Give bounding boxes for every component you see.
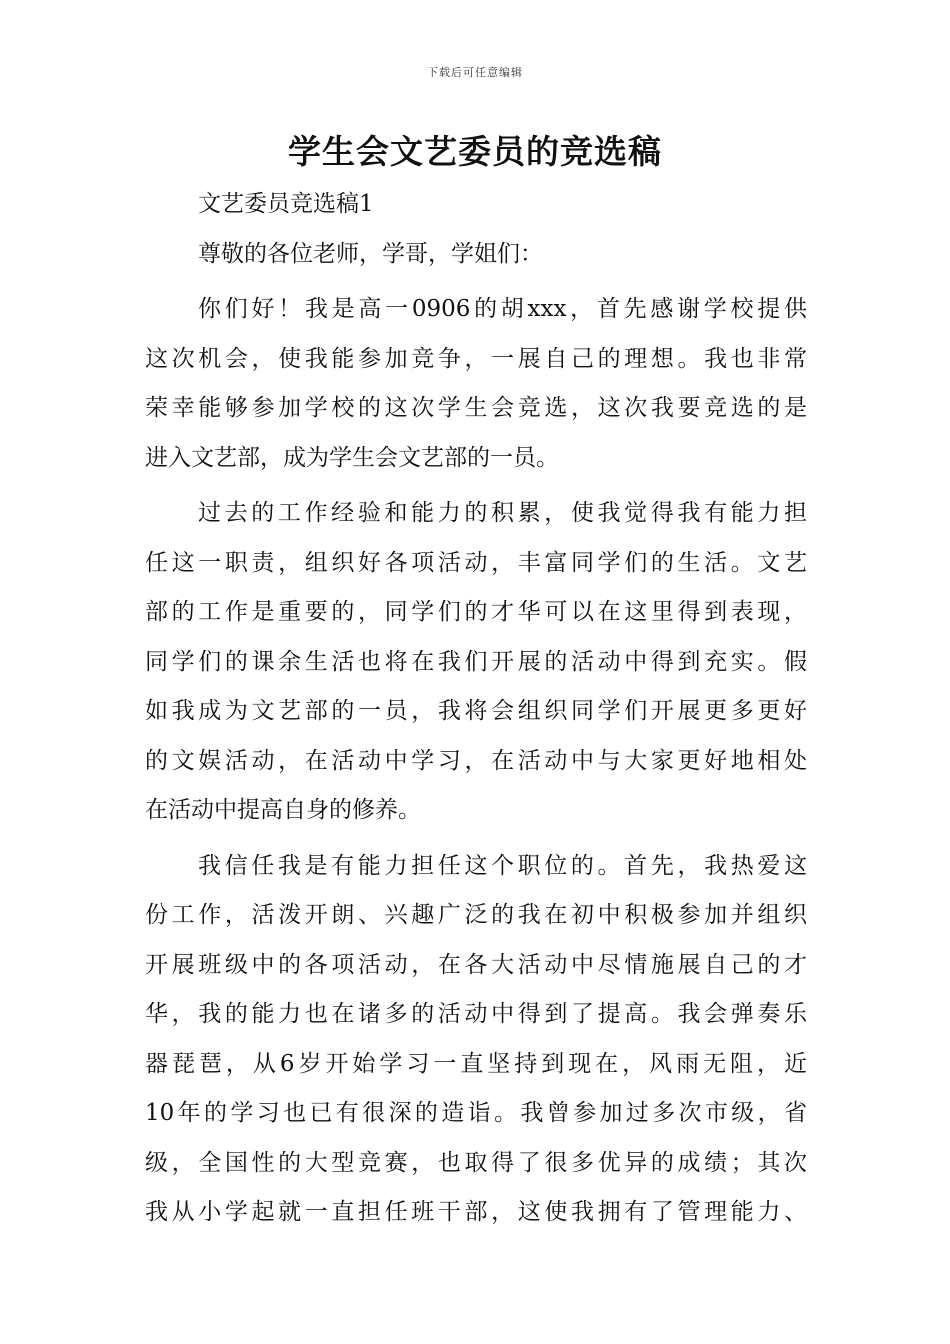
paragraph-line: 器琵琶，从6岁开始学习一直坚持到现在，风雨无阻，近: [145, 1050, 807, 1077]
header-note: 下载后可任意编辑: [427, 66, 523, 79]
paragraph-line: 级，全国性的大型竞赛，也取得了很多优异的成绩；其次: [145, 1149, 807, 1176]
paragraph-line: 我从小学起就一直担任班干部，这使我拥有了管理能力、: [145, 1199, 807, 1225]
paragraph-line: 进入文艺部，成为学生会文艺部的一员。: [145, 444, 559, 471]
paragraph-1: [145, 285, 807, 483]
paragraph-line: 的文娱活动，在活动中学习，在活动中与大家更好地相处: [145, 747, 807, 774]
salutation: 尊敬的各位老师，学哥，学姐们：: [198, 240, 543, 267]
paragraph-line: 如我成为文艺部的一员，我将会组织同学们开展更多更好: [145, 698, 807, 724]
paragraph-line: 任这一职责，组织好各项活动，丰富同学们的生活。文艺: [145, 549, 807, 576]
paragraph-line: 10年的学习也已有很深的造诣。我曾参加过多次市级，省: [145, 1100, 807, 1126]
paragraph-line: 份工作，活泼开朗、兴趣广泛的我在初中积极参加并组织: [145, 902, 807, 928]
paragraph-line: 过去的工作经验和能力的积累，使我觉得我有能力担: [198, 500, 807, 526]
paragraph-line: 开展班级中的各项活动，在各大活动中尽情施展自己的才: [145, 951, 807, 978]
section-subtitle: 文艺委员竞选稿1: [198, 191, 374, 217]
paragraph-line: 荣幸能够参加学校的这次学生会竞选，这次我要竞选的是: [145, 395, 807, 421]
paragraph-line: 同学们的课余生活也将在我们开展的活动中得到充实。假: [145, 648, 807, 675]
paragraph-line: 部的工作是重要的，同学们的才华可以在这里得到表现，: [145, 599, 807, 625]
document-body: [145, 180, 807, 1238]
paragraph-line: 你们好！我是高一0906的胡xxx，首先感谢学校提供: [198, 296, 807, 322]
paragraph-line: 我信任我是有能力担任这个职位的。首先，我热爱这: [198, 852, 807, 879]
paragraph-line: 华，我的能力也在诸多的活动中得到了提高。我会弹奏乐: [145, 1001, 807, 1027]
paragraph-3: [145, 842, 807, 1238]
paragraph-2: [145, 489, 807, 836]
document-title: 学生会文艺委员的竞选稿: [288, 132, 662, 171]
paragraph-line: 这次机会，使我能参加竞争，一展自己的理想。我也非常: [145, 345, 807, 372]
paragraph-line: 在活动中提高自身的修养。: [145, 797, 421, 823]
